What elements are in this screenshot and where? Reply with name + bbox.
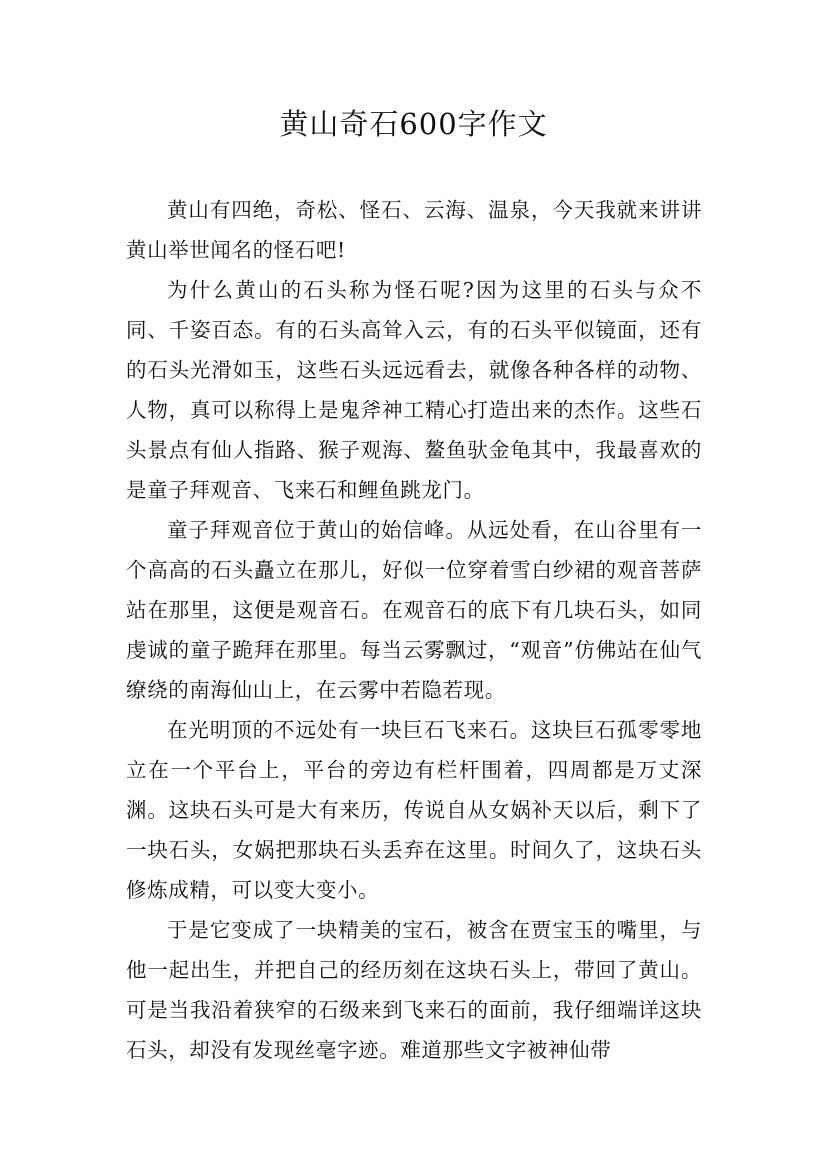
paragraph-1: 黄山有四绝，奇松、怪石、云海、温泉，今天我就来讲讲黄山举世闻名的怪石吧! [126, 198, 702, 262]
document-body [126, 190, 702, 1070]
paragraph-5: 于是它变成了一块精美的宝石，被含在贾宝玉的嘴里，与他一起出生，并把自己的经历刻在这块石头上，带回了黄山。可是当我沿着狭窄的石级来到飞来石的面前，我仔细端详这块石头，却没有发现丝毫字迹。难道那些文字被神仙带 [126, 918, 702, 1062]
paragraph-4: 在光明顶的不远处有一块巨石飞来石。这块巨石孤零零地立在一个平台上，平台的旁边有栏杆围着，四周都是万丈深渊。这块石头可是大有来历，传说自从女娲补天以后，剩下了一块石头，女娲把那块石头丢弃在这里。时间久了，这块石头修炼成精，可以变大变小。 [126, 718, 702, 902]
document-title: 黄山奇石600字作文 [279, 107, 548, 141]
paragraph-3: 童子拜观音位于黄山的始信峰。从远处看，在山谷里有一个高高的石头矗立在那儿，好似一位穿着雪白纱裙的观音菩萨站在那里，这便是观音石。在观音石的底下有几块石头，如同虔诚的童子跪拜在那里。每当云雾飘过，“观音”仿佛站在仙气缭绕的南海仙山上，在云雾中若隐若现。 [126, 518, 702, 702]
paragraph-2: 为什么黄山的石头称为怪石呢?因为这里的石头与众不同、千姿百态。有的石头高耸入云，有的石头平似镜面，还有的石头光滑如玉，这些石头远远看去，就像各种各样的动物、人物，真可以称得上是鬼斧神工精心打造出来的杰作。这些石头景点有仙人指路、猴子观海、鳌鱼驮金龟其中，我最喜欢的是童子拜观音、飞来石和鲤鱼跳龙门。 [126, 278, 702, 502]
